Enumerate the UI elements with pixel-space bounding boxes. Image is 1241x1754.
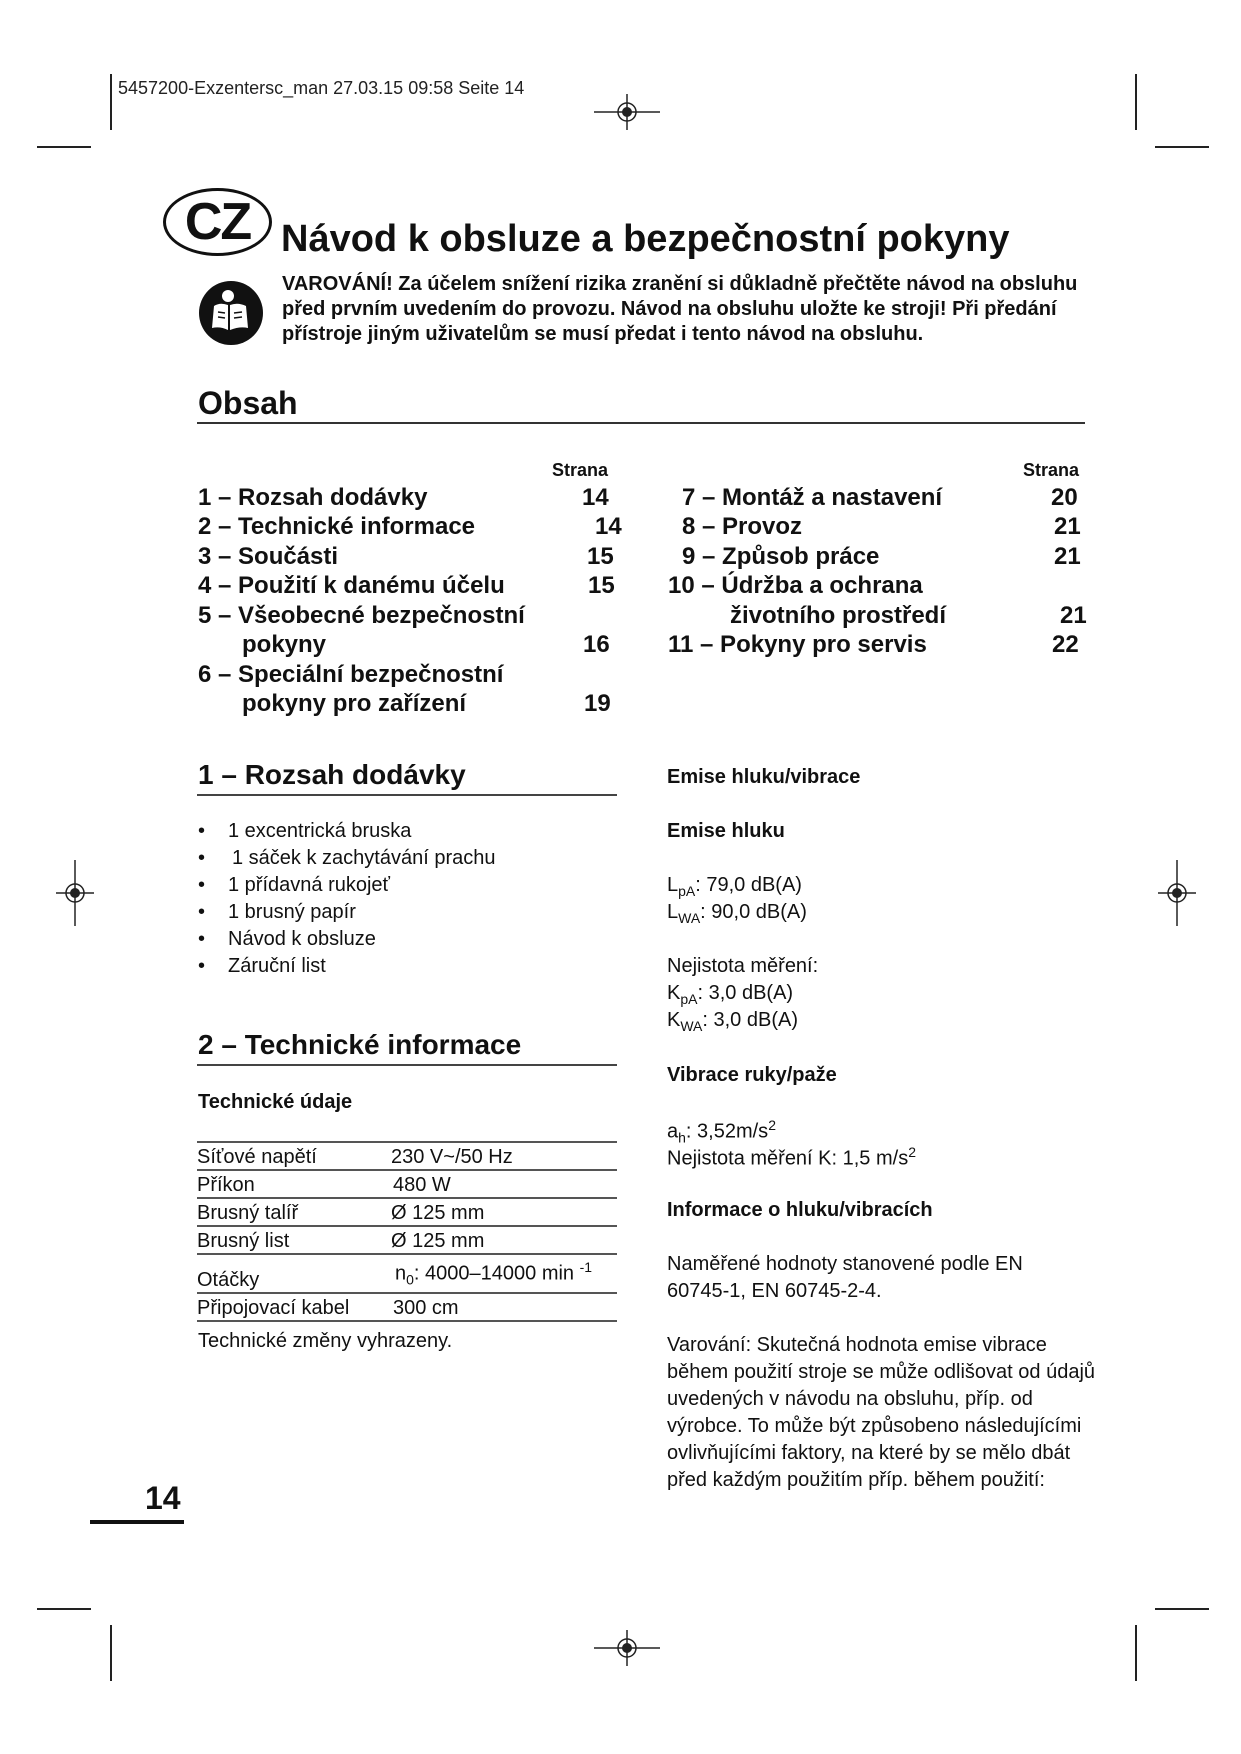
info-heading: Informace o hluku/vibracích <box>667 1199 933 1221</box>
toc-entry[interactable]: 9 – Způsob práce <box>682 543 880 570</box>
spec-value: Ø 125 mm <box>391 1198 617 1226</box>
list-item: • 1 excentrická bruska <box>198 818 495 845</box>
spec-table <box>197 1141 617 1322</box>
vibration-heading: Vibrace ruky/paže <box>667 1064 837 1086</box>
spec-label: Příkon <box>197 1170 391 1198</box>
toc-entry[interactable]: 5 – Všeobecné bezpečnostní <box>198 602 525 629</box>
delivery-list <box>198 818 495 980</box>
spec-value: 300 cm <box>391 1293 617 1321</box>
page-number: 14 <box>145 1480 181 1516</box>
divider <box>197 1064 617 1066</box>
emissions-heading: Emise hluku/vibrace <box>667 766 861 788</box>
list-item: • 1 brusný papír <box>198 899 495 926</box>
spec-value: 480 W <box>391 1170 617 1198</box>
list-item: • Návod k obsluze <box>198 926 495 953</box>
toc-entry[interactable]: 6 – Speciální bezpečnostní <box>198 661 504 688</box>
table-row <box>197 1254 617 1293</box>
toc-page: 15 <box>588 572 615 599</box>
table-row <box>197 1170 617 1198</box>
print-slug: 5457200-Exzentersc_man 27.03.15 09:58 Seite 14 <box>118 78 525 98</box>
uncertainty-label: Nejistota měření: <box>667 955 819 977</box>
toc-page: 14 <box>582 484 609 511</box>
spec-value: $n_0$: 4000–14000 min $^{-1}$ <box>391 1254 617 1293</box>
toc-page: 21 <box>1054 513 1081 540</box>
toc-entry[interactable]: 2 – Technické informace <box>198 513 476 540</box>
toc-entry[interactable]: 3 – Součásti <box>198 543 339 570</box>
crop-mark <box>110 74 112 130</box>
spec-label: Brusný talíř <box>197 1198 391 1226</box>
crop-mark <box>1135 1625 1137 1681</box>
crop-mark <box>110 1625 112 1681</box>
toc-page: 22 <box>1052 631 1079 658</box>
vibration-warning: Varování: Skutečná hodnota emise vibrace během použití stroje se může odlišovat od údajů uvedených v návodu na obsluhu, příp. od výrobce. To může být způsobeno následujícími ovlivňujícími faktory, na které by se mělo dbát před každým použitím příp. během použití: <box>667 1334 1096 1491</box>
lpa-value: $L_{pA}$: 79,0 dB(A) <box>667 874 802 899</box>
divider <box>197 422 1085 424</box>
toc-entry[interactable]: 1 – Rozsah dodávky <box>198 484 428 511</box>
toc-page-label: Strana <box>552 460 609 480</box>
toc-page: 21 <box>1060 602 1087 629</box>
spec-label: Síťové napětí <box>197 1142 391 1170</box>
lwa-value: $L_{WA}$: 90,0 dB(A) <box>667 901 807 926</box>
registration-mark-icon <box>40 858 110 928</box>
spec-label: Brusný list <box>197 1226 391 1254</box>
page-number-underline <box>90 1520 184 1524</box>
toc-page: 20 <box>1051 484 1078 511</box>
crop-mark <box>37 1608 91 1610</box>
kpa-value: $K_{pA}$: 3,0 dB(A) <box>667 982 794 1007</box>
toc-page: 16 <box>583 631 610 658</box>
spec-value: 230 V~/50 Hz <box>391 1142 617 1170</box>
measured-standards: Naměřené hodnoty stanovené podle EN 60745-1, EN 60745-2-4. <box>667 1253 1023 1302</box>
spec-label: Otáčky <box>197 1254 391 1293</box>
subheading: Technické údaje <box>198 1091 353 1113</box>
section-heading: 2 – Technické informace <box>198 1029 522 1060</box>
registration-mark-icon <box>1142 858 1212 928</box>
toc-page: 15 <box>587 543 614 570</box>
crop-mark <box>1155 1608 1209 1610</box>
registration-mark-icon <box>592 92 662 132</box>
toc-heading: Obsah <box>198 385 298 421</box>
toc-entry[interactable]: 4 – Použití k danému účelu <box>198 572 505 599</box>
toc-entry[interactable]: 8 – Provoz <box>682 513 803 540</box>
crop-mark <box>37 146 91 148</box>
toc-entry-continued[interactable]: pokyny pro zařízení <box>242 690 467 717</box>
spec-value: Ø 125 mm <box>391 1226 617 1254</box>
spec-label: Připojovací kabel <box>197 1293 391 1321</box>
read-manual-icon <box>198 280 264 346</box>
list-item: • Záruční list <box>198 953 495 980</box>
ah-uncertainty: Nejistota měření K: 1,5 $m/s^2$ <box>667 1144 916 1170</box>
table-row <box>197 1226 617 1254</box>
toc-entry-continued[interactable]: životního prostředí <box>730 602 946 629</box>
registration-mark-icon <box>592 1628 662 1668</box>
table-row <box>197 1293 617 1321</box>
table-row <box>197 1142 617 1170</box>
toc-page-label: Strana <box>1023 460 1080 480</box>
toc-page: 14 <box>595 513 622 540</box>
list-item: • 1 sáček k zachytávání prachu <box>198 845 495 872</box>
table-row <box>197 1198 617 1226</box>
crop-mark <box>1135 74 1137 130</box>
language-badge: CZ <box>163 188 272 256</box>
page-title: Návod k obsluze a bezpečnostní pokyny <box>281 218 1010 260</box>
crop-mark <box>1155 146 1209 148</box>
safety-warning: VAROVÁNÍ! Za účelem snížení rizika zranění si důkladně přečtěte návod na obsluhu před prvním uvedením do provozu. Návod na obsluhu uložte ke stroji! Při předání přístroje jiným uživatelům se musí předat i tento návod na obsluhu. <box>282 273 1078 345</box>
list-item: • 1 přídavná rukojeť <box>198 872 495 899</box>
ah-value: $a_h$: $3,52m/s^2$ <box>667 1117 776 1146</box>
section-heading: 1 – Rozsah dodávky <box>198 759 466 790</box>
noise-heading: Emise hluku <box>667 820 785 842</box>
divider <box>197 794 617 796</box>
toc-page: 19 <box>584 690 611 717</box>
toc-entry[interactable]: 10 – Údržba a ochrana <box>668 572 923 599</box>
toc-entry-continued[interactable]: pokyny <box>242 631 327 658</box>
toc-entry[interactable]: 7 – Montáž a nastavení <box>682 484 943 511</box>
kwa-value: $K_{WA}$: 3,0 dB(A) <box>667 1009 798 1034</box>
tech-note: Technické změny vyhrazeny. <box>198 1330 453 1352</box>
toc-entry[interactable]: 11 – Pokyny pro servis <box>668 631 927 658</box>
toc-page: 21 <box>1054 543 1081 570</box>
